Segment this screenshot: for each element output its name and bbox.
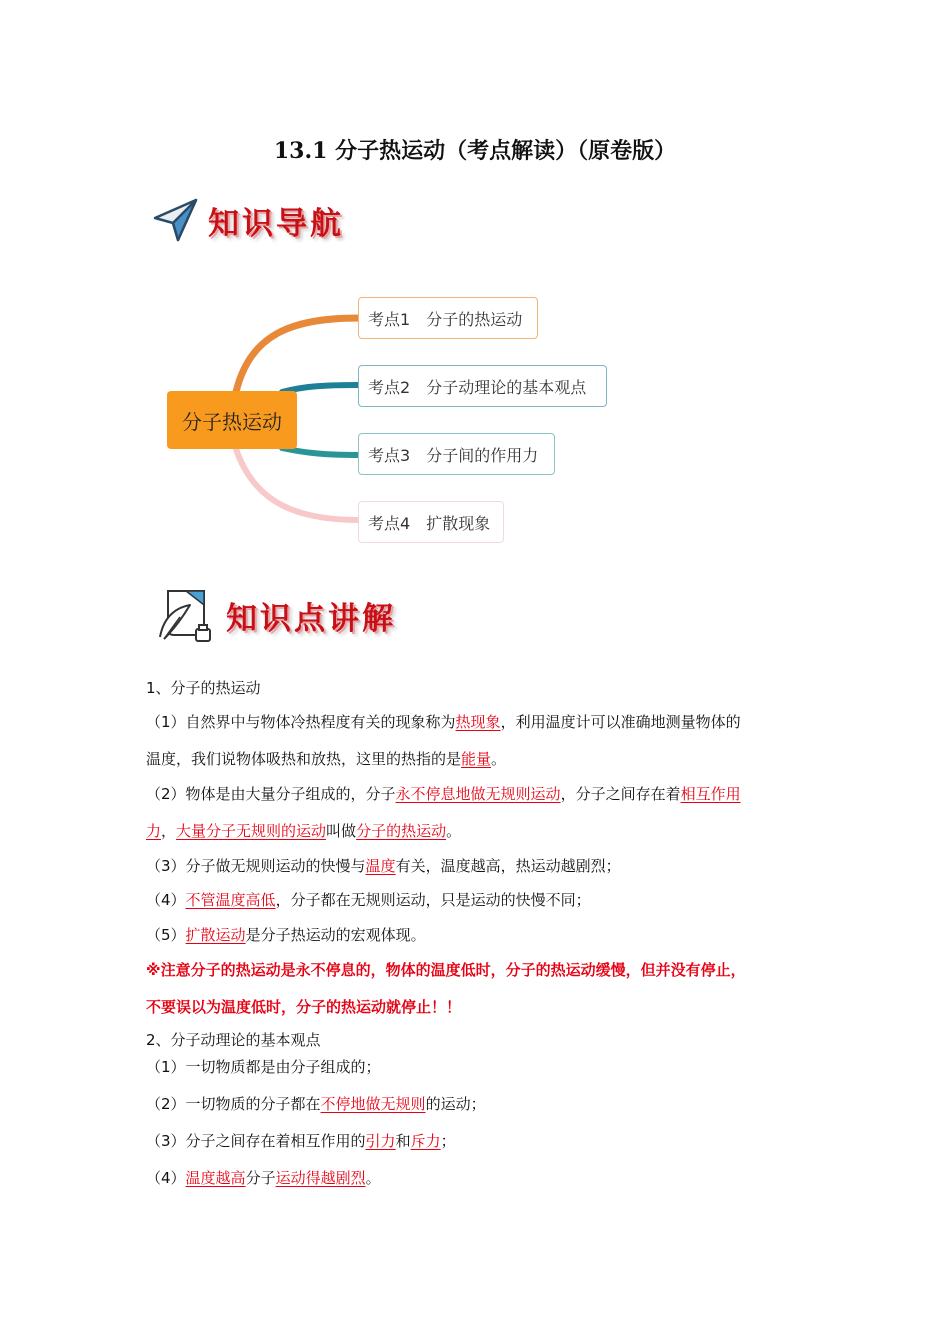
branch-number: 考点2 [368,377,411,397]
branch-label: 分子间的作用力 [426,445,539,465]
mindmap-branch-2 [358,365,607,407]
section2-p1: （1）一切物质都是由分子组成的； [146,1058,381,1076]
section1-p4: （4）不管温度高低，分子都在无规则运动，只是运动的快慢不同； [146,891,591,909]
highlight-term: 相互作用 [680,785,741,803]
branch-number: 考点3 [368,445,411,465]
highlight-term: 温度越高 [185,1169,246,1187]
knowledge-navigation-banner [152,196,344,244]
mindmap-branch-3 [358,433,555,475]
branch-label: 扩散现象 [426,513,491,533]
section2-p4: （4）温度越高分子运动得越剧烈。 [146,1169,381,1187]
mindmap-root-node: 分子热运动 [167,391,297,449]
knowledge-explanation-heading: 知识点讲解 [226,600,396,637]
section2-heading: 2、分子动理论的基本观点 [146,1031,321,1049]
connector-branch-3 [282,448,359,455]
mindmap-branch-4 [358,501,504,543]
knowledge-navigation-heading: 知识导航 [208,205,344,242]
section1-heading: 1、分子的热运动 [146,679,261,697]
highlight-term: 温度 [365,857,396,875]
branch-label: 分子动理论的基本观点 [426,377,587,397]
scroll-quill-icon [156,585,216,645]
highlight-term: 引力 [365,1132,396,1150]
section2-p2: （2）一切物质的分子都在不停地做无规则的运动； [146,1095,486,1113]
section1-p1-line2: 温度，我们说物体吸热和放热，这里的热指的是能量。 [146,750,507,768]
highlight-term: 斥力 [410,1132,441,1150]
highlight-term: 扩散运动 [185,926,246,944]
section1-note-line1: ※注意分子的热运动是永不停息的，物体的温度低时，分子的热运动缓慢，但并没有停止， [146,961,746,979]
highlight-term: 永不停息地做无规则运动 [395,785,561,803]
highlight-term: 能量 [461,750,492,768]
highlight-term: 不停地做无规则 [320,1095,426,1113]
section1-p2-line2: 力，大量分子无规则的运动叫做分子的热运动。 [146,822,462,840]
highlight-term: 分子的热运动 [356,822,447,840]
highlight-term: 运动得越剧烈 [275,1169,366,1187]
section2-p3: （3）分子之间存在着相互作用的引力和斥力； [146,1132,456,1150]
section1-p1-line1: （1）自然界中与物体冷热程度有关的现象称为热现象，利用温度计可以准确地测量物体的 [146,713,741,731]
section1-p2-line1: （2）物体是由大量分子组成的，分子永不停息地做无规则运动，分子之间存在着相互作用 [146,785,741,803]
branch-label: 分子的热运动 [426,309,523,329]
connector-branch-1 [236,318,359,392]
section1-p5: （5）扩散运动是分子热运动的宏观体现。 [146,926,426,944]
branch-number: 考点1 [368,309,411,329]
section1-p3: （3）分子做无规则运动的快慢与温度有关，温度越高，热运动越剧烈； [146,857,621,875]
highlight-term: 大量分子无规则的运动 [176,822,327,840]
connector-branch-4 [236,449,359,520]
mindmap-branch-1 [358,297,538,339]
document-title: 13.1 分子热运动（考点解读）（原卷版） [273,138,677,164]
highlight-term: 热现象 [455,713,501,731]
section1-note-line2: 不要误以为温度低时，分子的热运动就停止！！ [146,998,462,1016]
highlight-term: 不管温度高低 [185,891,276,909]
highlight-term: 力 [146,822,162,840]
knowledge-explanation-banner [156,585,396,645]
branch-number: 考点4 [368,513,411,533]
paper-plane-icon [152,196,200,244]
